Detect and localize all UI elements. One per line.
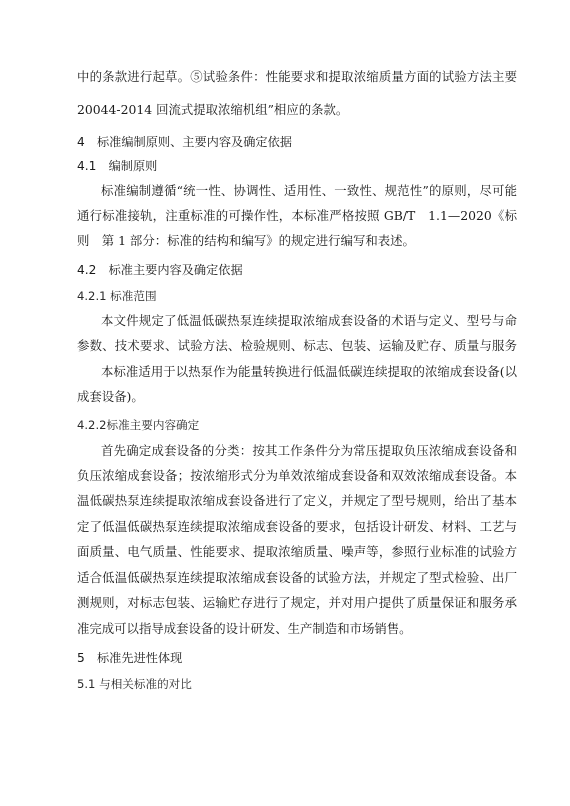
section-heading: 5 标准先进性体现 <box>77 651 183 665</box>
subsection-heading: 5.1 与相关标准的对比 <box>77 677 192 691</box>
paragraph-line: 负压浓缩成套设备；按浓缩形式分为单效浓缩成套设备和双效浓缩成套设备。本 <box>77 468 517 483</box>
paragraph-line: 本文件规定了低温低碳热泵连续提取浓缩成套设备的术语与定义、型号与命 <box>101 313 517 328</box>
subsection-heading: 4.1 编制原则 <box>77 159 158 173</box>
subsubsection-heading: 4.2.2标准主要内容确定 <box>77 418 200 432</box>
paragraph-line: 测规则，对标志包装、运输贮存进行了规定，并对用户提供了质量保证和服务承 <box>77 595 517 610</box>
paragraph-line: 准完成可以指导成套设备的设计研发、生产制造和市场销售。 <box>77 621 412 636</box>
paragraph-line: 温低碳热泵连续提取浓缩成套设备进行了定义，并规定了型号规则，给出了基本 <box>77 493 517 508</box>
paragraph-line: 定了低温低碳热泵连续提取浓缩成套设备的要求，包括设计研发、材料、工艺与 <box>77 519 517 534</box>
subsection-heading: 4.2 标准主要内容及确定依据 <box>77 263 243 277</box>
paragraph-line: 面质量、电气质量、性能要求、提取浓缩质量、噪声等，参照行业标准的试验方 <box>77 544 517 559</box>
paragraph-line: 适合低温低碳热泵连续提取浓缩成套设备的试验方法，并规定了型式检验、出厂 <box>77 570 517 585</box>
paragraph-line: 20044-2014 回流式提取浓缩机组”相应的条款。 <box>77 102 349 117</box>
subsubsection-heading: 4.2.1 标准范围 <box>77 289 157 303</box>
paragraph-line: 中的条款进行起草。⑤试验条件：性能要求和提取浓缩质量方面的试验方法主要 <box>77 69 517 84</box>
paragraph-line: 首先确定成套设备的分类：按其工作条件分为常压提取负压浓缩成套设备和 <box>101 443 517 458</box>
paragraph-line: 成套设备)。 <box>77 389 144 404</box>
paragraph-line: 本标准适用于以热泵作为能量转换进行低温低碳连续提取的浓缩成套设备(以 <box>101 364 517 379</box>
paragraph-line: 标准编制遵循“统一性、协调性、适用性、一致性、规范性”的原则，尽可能 <box>101 183 517 198</box>
paragraph-line: 则 第 1 部分：标准的结构和编写》的规定进行编写和表述。 <box>77 233 415 248</box>
paragraph-line: 参数、技术要求、试验方法、检验规则、标志、包装、运输及贮存、质量与服务 <box>77 338 517 353</box>
paragraph-line: 通行标准接轨，注重标准的可操作性，本标准严格按照 GB/T 1.1—2020《标 <box>77 208 517 223</box>
section-heading: 4 标准编制原则、主要内容及确定依据 <box>77 135 292 149</box>
